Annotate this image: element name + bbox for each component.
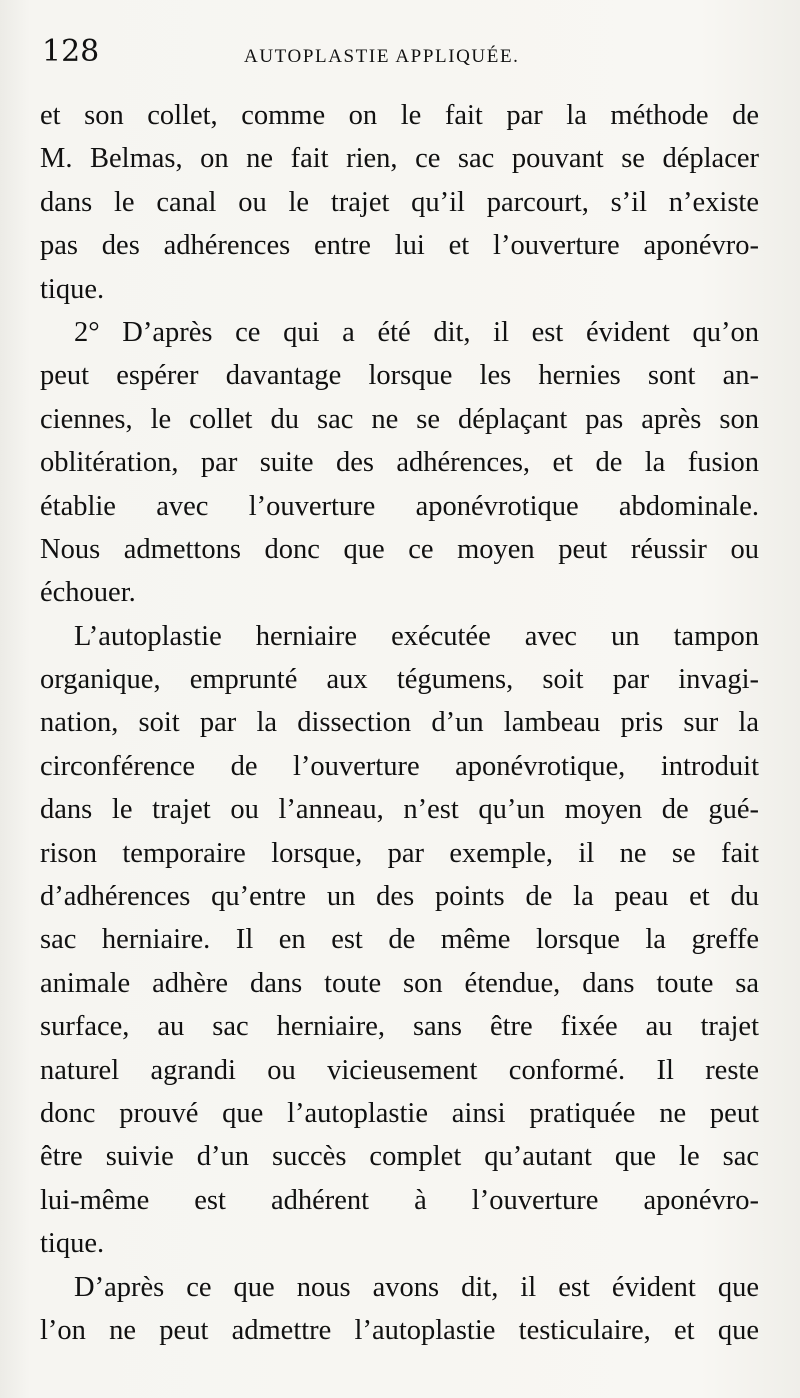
text-line: et son collet, comme on le fait par la méthode de <box>40 100 759 131</box>
text-line: tique. <box>40 1228 105 1260</box>
text-line: d’adhérences qu’entre un des points de la peau et du <box>40 881 759 913</box>
text-line: sac herniaire. Il en est de même lorsque la greffe <box>40 924 759 956</box>
text-line: ciennes, le collet du sac ne se déplaçant pas après son <box>40 403 759 435</box>
text-line: lui-même est adhérent à l’ouverture aponévro- <box>40 1184 759 1216</box>
text-line: animale adhère dans toute son étendue, dans toute sa <box>40 967 759 999</box>
text-line: M. Belmas, on ne fait rien, ce sac pouvant se déplacer <box>40 143 759 175</box>
text-line: dans le trajet ou l’anneau, n’est qu’un moyen de gué- <box>40 794 759 826</box>
text-line: rison temporaire lorsque, par exemple, il ne se fait <box>40 837 759 869</box>
text-line: organique, emprunté aux tégumens, soit par invagi- <box>40 664 759 696</box>
text-line: tique. <box>40 273 105 305</box>
text-line: circonférence de l’ouverture aponévrotique, introduit <box>40 750 759 782</box>
text-line: surface, au sac herniaire, sans être fixée au trajet <box>40 1011 759 1043</box>
paragraph-start-line: 2° D’après ce qui a été dit, il est évident qu’on <box>74 316 759 348</box>
body-text <box>40 94 759 1352</box>
paragraph-start-line: D’après ce que nous avons dit, il est évident que <box>74 1271 759 1303</box>
running-title: AUTOPLASTIE APPLIQUÉE. <box>244 46 520 67</box>
text-line: nation, soit par la dissection d’un lambeau pris sur la <box>40 707 759 739</box>
paragraph-start-line: L’autoplastie herniaire exécutée avec un tampon <box>74 620 759 652</box>
text-line: peut espérer davantage lorsque les hernies sont an- <box>40 360 759 392</box>
page-number: 128 <box>42 34 100 69</box>
text-line: établie avec l’ouverture aponévrotique abdominale. <box>40 490 759 522</box>
running-head <box>0 30 800 80</box>
text-line: pas des adhérences entre lui et l’ouverture aponévro- <box>40 230 759 262</box>
text-line: naturel agrandi ou vicieusement conformé. Il reste <box>40 1054 759 1086</box>
text-line: dans le canal ou le trajet qu’il parcourt, s’il n’existe <box>40 186 759 218</box>
text-line: échouer. <box>40 577 136 609</box>
text-line: Nous admettons donc que ce moyen peut réussir ou <box>40 533 759 565</box>
text-line: l’on ne peut admettre l’autoplastie testiculaire, et que <box>40 1314 759 1346</box>
text-line: donc prouvé que l’autoplastie ainsi pratiquée ne peut <box>40 1097 759 1129</box>
text-line: oblitération, par suite des adhérences, et de la fusion <box>40 447 759 479</box>
text-line: être suivie d’un succès complet qu’autant que le sac <box>40 1141 759 1173</box>
